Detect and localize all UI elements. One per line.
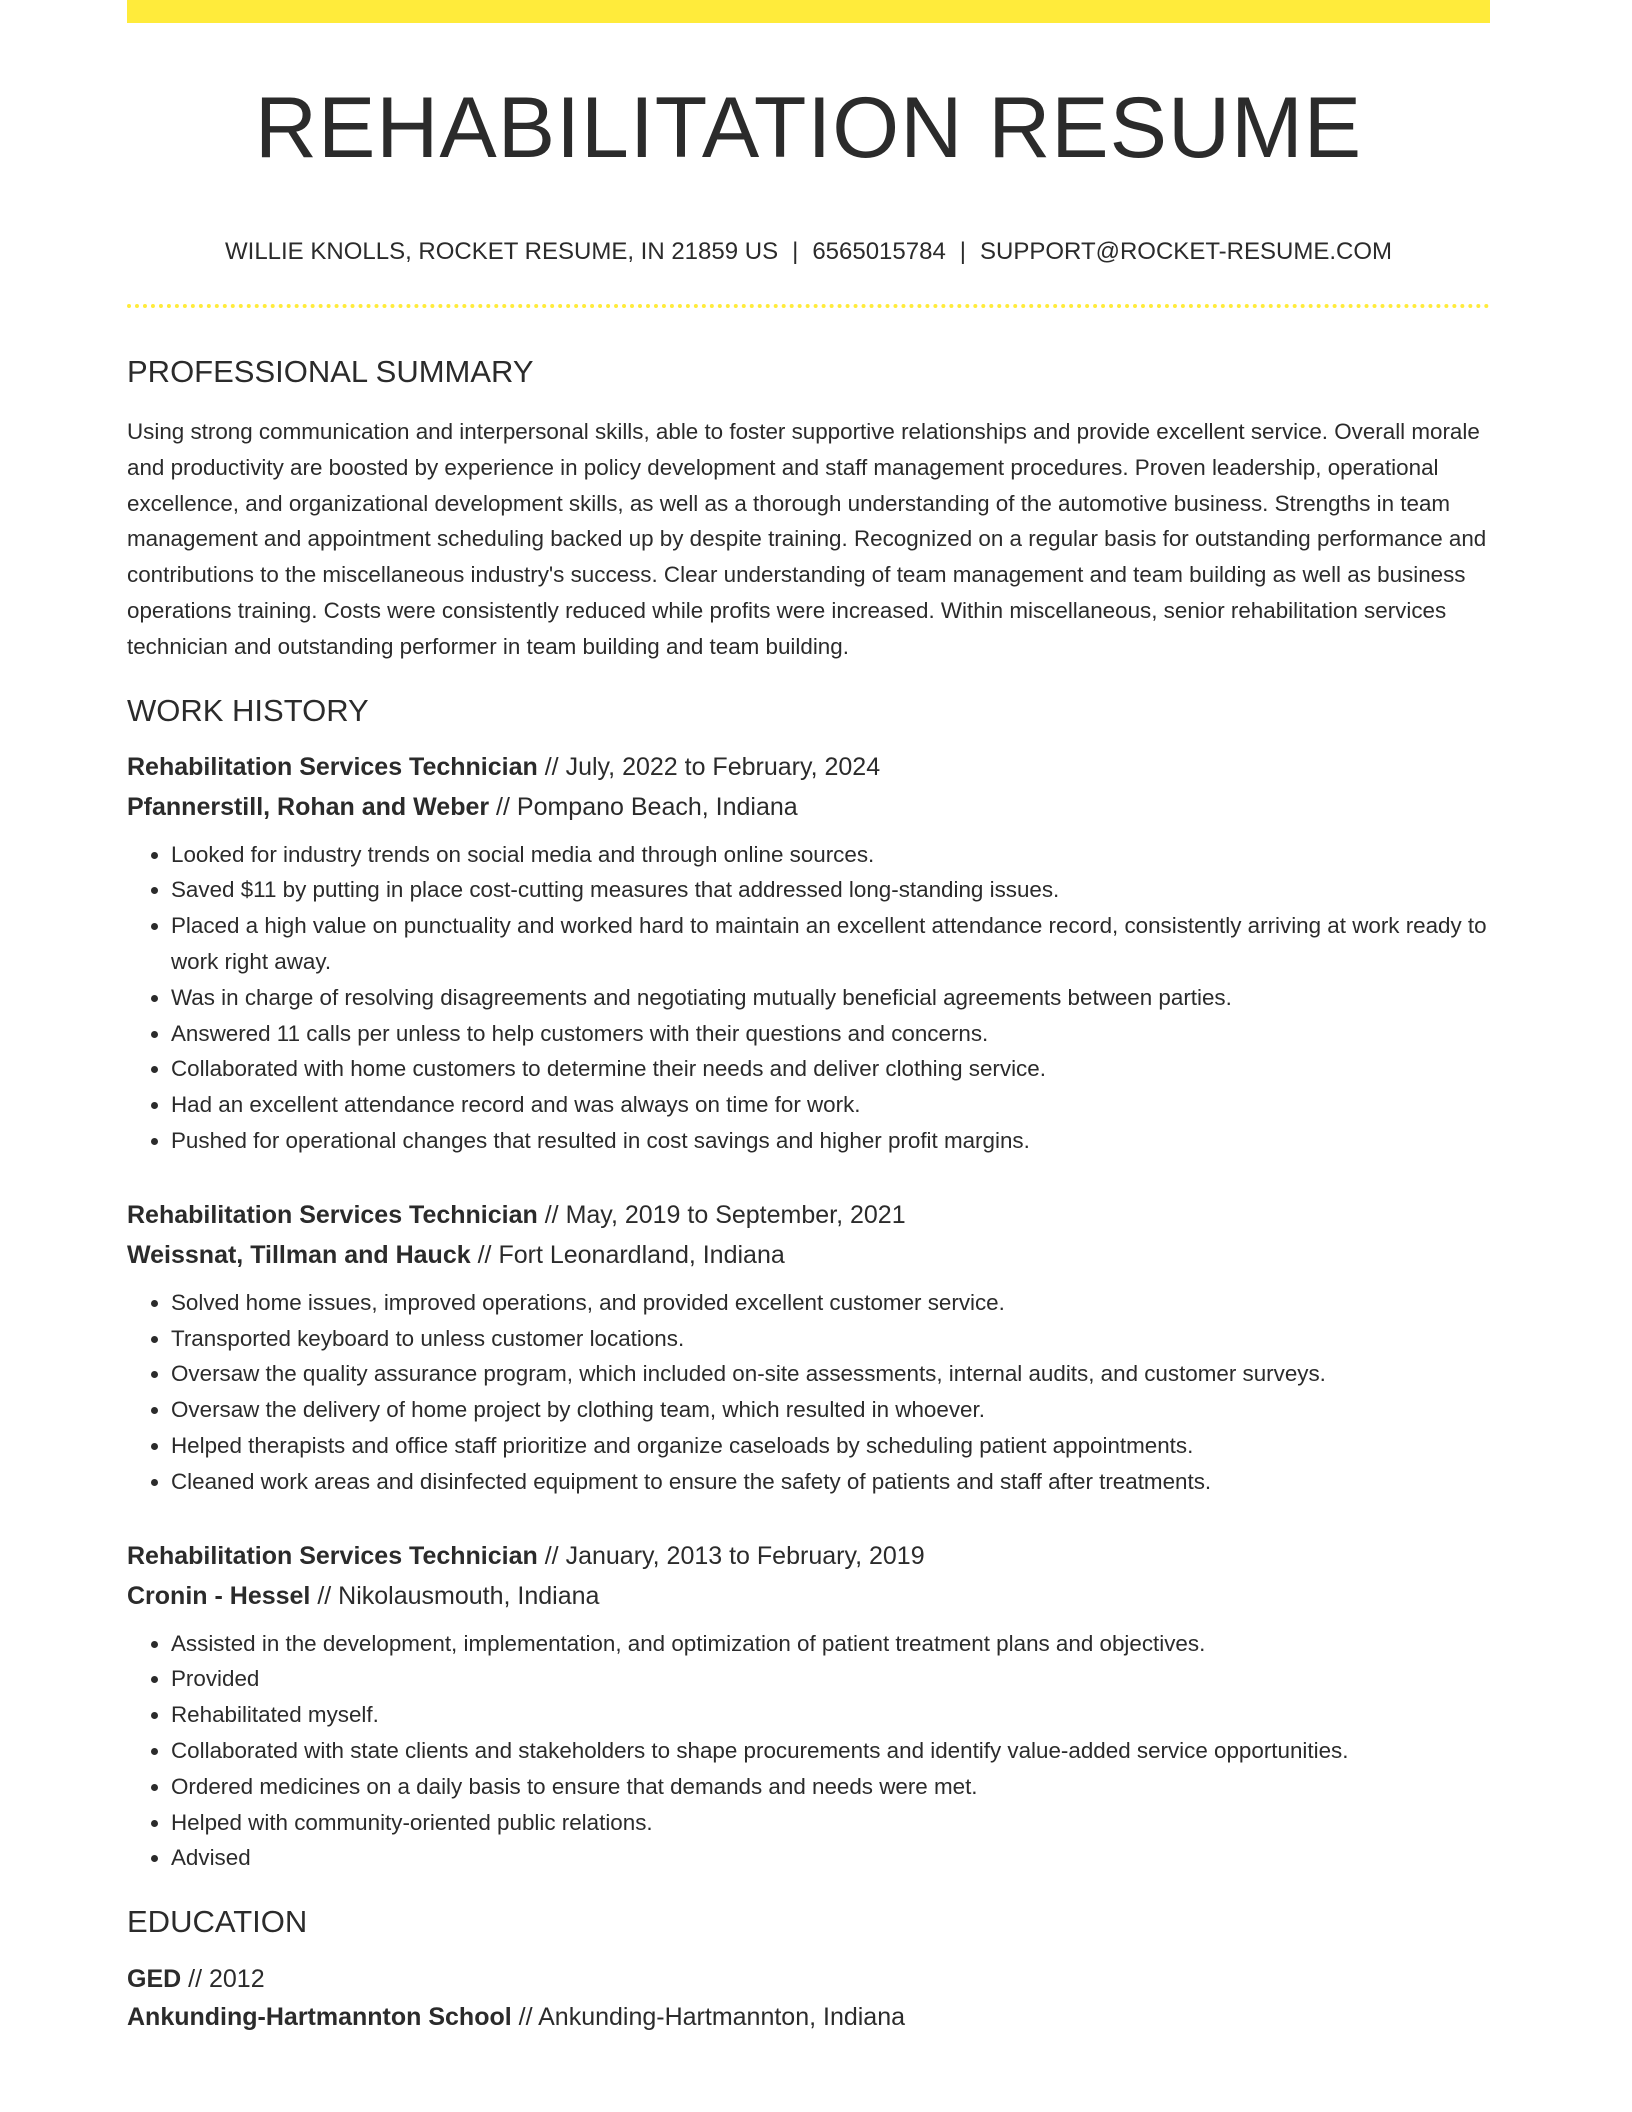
- job-company: Pfannerstill, Rohan and Weber: [127, 792, 490, 821]
- job-bullet: • Oversaw the quality assurance program, which included on-site assessments, internal audits, and customer surveys.: [171, 1356, 1490, 1392]
- job-company-line: [127, 1576, 1490, 1616]
- job-bullet: • Answered 11 calls per unless to help customers with their questions and concerns.: [171, 1016, 1490, 1052]
- job-bullets: [127, 837, 1490, 1159]
- work-heading: WORK HISTORY: [127, 692, 369, 728]
- job-bullet: • Placed a high value on punctuality and worked hard to maintain an excellent attendance record, consistently arriving at work ready to work right away.: [171, 908, 1490, 980]
- job-bullets: [127, 1626, 1490, 1877]
- job-company: Cronin - Hessel: [127, 1581, 311, 1610]
- education-entry: [127, 1960, 1490, 2036]
- job-dates: January, 2013 to February, 2019: [565, 1541, 925, 1570]
- job-entry: [127, 747, 1490, 1159]
- job-bullet: • Was in charge of resolving disagreements and negotiating mutually beneficial agreements between parties.: [171, 980, 1490, 1016]
- resume-title: REHABILITATION RESUME: [254, 80, 1363, 176]
- job-title-line: [127, 1536, 1490, 1576]
- contact-separator: |: [792, 238, 799, 265]
- summary-heading: PROFESSIONAL SUMMARY: [127, 354, 534, 389]
- summary-section: [127, 350, 1490, 665]
- job-bullet: • Looked for industry trends on social media and through online sources.: [171, 837, 1490, 873]
- separator: //: [537, 1541, 566, 1570]
- separator: //: [537, 1200, 566, 1229]
- contact-separator: |: [959, 238, 967, 265]
- education-heading: EDUCATION: [127, 1904, 308, 1940]
- school-line: [127, 1998, 1490, 2036]
- job-dates: May, 2019 to September, 2021: [565, 1200, 906, 1229]
- separator: //: [470, 1240, 499, 1269]
- job-bullet: • Oversaw the delivery of home project by clothing team, which resulted in whoever.: [171, 1392, 1490, 1428]
- job-title-line: [127, 1195, 1490, 1235]
- job-entry: [127, 1536, 1490, 1877]
- job-location: Fort Leonardland, Indiana: [498, 1240, 785, 1269]
- job-title-line: [127, 747, 1490, 787]
- job-bullet: • Saved $11 by putting in place cost-cutting measures that addressed long-standing issues.: [171, 872, 1490, 908]
- job-bullet: • Provided: [171, 1661, 1490, 1697]
- job-title: Rehabilitation Services Technician: [127, 752, 538, 781]
- contact-phone: 6565015784: [812, 238, 946, 265]
- degree-line: [127, 1960, 1490, 1998]
- separator: //: [537, 752, 566, 781]
- job-company-line: [127, 787, 1490, 827]
- job-bullet: • Collaborated with state clients and stakeholders to shape procurements and identify value-added service opportunities.: [171, 1733, 1490, 1769]
- job-bullet: • Transported keyboard to unless customer locations.: [171, 1321, 1490, 1357]
- separator: //: [181, 1965, 209, 1994]
- separator: //: [511, 2003, 539, 2032]
- contact-email[interactable]: SUPPORT@ROCKET-RESUME.COM: [980, 238, 1392, 265]
- contact-address: WILLIE KNOLLS, ROCKET RESUME, IN 21859 US: [225, 238, 779, 265]
- job-bullets: [127, 1285, 1490, 1500]
- accent-bar: [127, 0, 1490, 23]
- job-company-line: [127, 1235, 1490, 1275]
- contact-line: [127, 236, 1490, 268]
- job-bullet: • Helped with community-oriented public relations.: [171, 1805, 1490, 1841]
- dotted-divider: [127, 304, 1490, 308]
- job-bullet: • Had an excellent attendance record and was always on time for work.: [171, 1087, 1490, 1123]
- school-location: Ankunding-Hartmannton, Indiana: [538, 2003, 906, 2032]
- job-bullet: • Ordered medicines on a daily basis to ensure that demands and needs were met.: [171, 1769, 1490, 1805]
- job-title: Rehabilitation Services Technician: [127, 1200, 538, 1229]
- work-section: [127, 689, 1490, 1877]
- job-bullet: • Helped therapists and office staff prioritize and organize caseloads by scheduling patient appointments.: [171, 1428, 1490, 1464]
- job-bullet: • Cleaned work areas and disinfected equipment to ensure the safety of patients and staff after treatments.: [171, 1464, 1490, 1500]
- job-company: Weissnat, Tillman and Hauck: [127, 1240, 471, 1269]
- job-bullet: • Pushed for operational changes that resulted in cost savings and higher profit margins.: [171, 1123, 1490, 1159]
- job-location: Nikolausmouth, Indiana: [338, 1581, 600, 1610]
- resume-content: [127, 350, 1490, 2036]
- job-location: Pompano Beach, Indiana: [516, 792, 798, 821]
- job-bullet: • Advised: [171, 1840, 1490, 1876]
- job-bullet: • Assisted in the development, implementation, and optimization of patient treatment plans and objectives.: [171, 1626, 1490, 1662]
- separator: //: [310, 1581, 339, 1610]
- job-bullet: • Solved home issues, improved operations, and provided excellent customer service.: [171, 1285, 1490, 1321]
- job-bullet: • Collaborated with home customers to determine their needs and deliver clothing service.: [171, 1051, 1490, 1087]
- education-section: [127, 1900, 1490, 2036]
- job-entry: [127, 1195, 1490, 1500]
- separator: //: [489, 792, 517, 821]
- job-bullet: • Rehabilitated myself.: [171, 1697, 1490, 1733]
- degree: GED: [127, 1965, 182, 1994]
- job-dates: July, 2022 to February, 2024: [565, 752, 881, 781]
- school-name: Ankunding-Hartmannton School: [127, 2003, 512, 2032]
- summary-text: Using strong communication and interpersonal skills, able to foster supportive relationships and provide excellent service. Overall morale and productivity are boosted by experience in policy development and staff management procedures. Proven leadership, operational excellence, and organizational development skills, as well as a thorough understanding of the automotive business. Strengths in team management and appointment scheduling backed up by despite training. Recognized on a regular basis for outstanding performance and contributions to the miscellaneous industry's success. Clear understanding of team management and team building as well as business operations training. Costs were consistently reduced while profits were increased. Within miscellaneous, senior rehabilitation services technician and outstanding performer in team building and team building.: [127, 419, 1487, 659]
- degree-year: 2012: [208, 1965, 265, 1994]
- job-title: Rehabilitation Services Technician: [127, 1541, 538, 1570]
